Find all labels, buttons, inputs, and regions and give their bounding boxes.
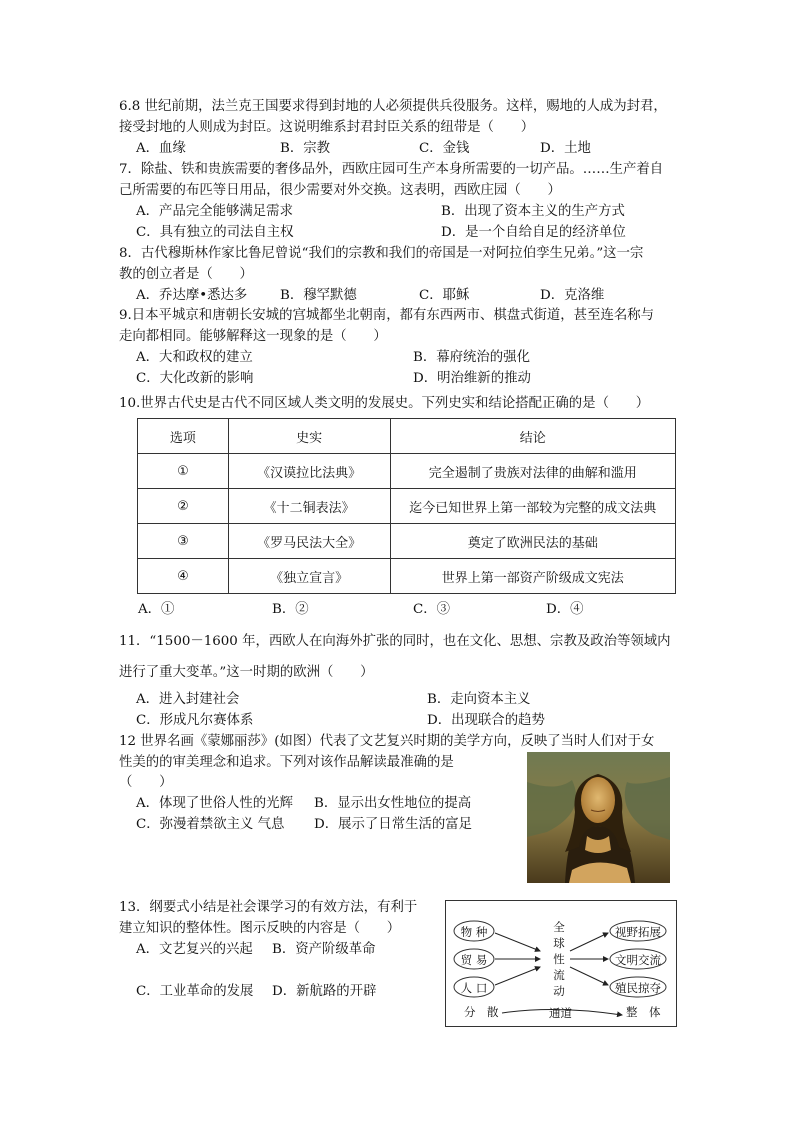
table-header-row bbox=[138, 419, 676, 454]
center-char: 全 bbox=[553, 920, 565, 934]
table-cell: 迄今已知世界上第一部较为完整的成文法典 bbox=[390, 489, 675, 524]
q8-stem-line1: 8．古代穆斯林作家比鲁尼曾说“我们的宗教和我们的帝国是一对阿拉伯孪生兄弟。”这一宗 bbox=[119, 246, 644, 261]
q7-stem-line2: 己所需要的布匹等日用品，很少需要对外交换。这表明，西欧庄园（ ） bbox=[119, 183, 561, 198]
table-cell: ② bbox=[138, 489, 229, 524]
q6-stem-line1: 6.8 世纪前期，法兰克王国要求得到封地的人必须提供兵役服务。这样，赐地的人成为封君， bbox=[119, 99, 667, 114]
q12-option-d: D．展示了日常生活的富足 bbox=[314, 817, 473, 832]
q8-option-d: D．克洛维 bbox=[540, 288, 605, 303]
table-cell: 完全遏制了贵族对法律的曲解和滥用 bbox=[390, 454, 675, 489]
q12-option-a: A．体现了世俗人性的光辉 bbox=[136, 796, 293, 811]
q9-stem-line2: 走向都相同。能够解释这一现象的是（ ） bbox=[119, 329, 387, 344]
q8-option-a: A．乔达摩•悉达多 bbox=[136, 288, 248, 303]
table-cell: ④ bbox=[138, 559, 229, 594]
q6-option-b: B．宗教 bbox=[280, 141, 331, 156]
q9-option-b: B．幕府统治的强化 bbox=[413, 350, 530, 365]
table-cell: 《独立宣言》 bbox=[228, 559, 390, 594]
q7-option-a: A．产品完全能够满足需求 bbox=[136, 204, 293, 219]
q11-option-b: B．走向资本主义 bbox=[427, 692, 531, 707]
label-scattered: 分 散 bbox=[464, 1005, 499, 1019]
q10-history-table bbox=[137, 418, 676, 594]
table-cell: 奠定了欧洲民法的基础 bbox=[390, 524, 675, 559]
node-civilization-exchange: 文明交流 bbox=[615, 953, 661, 967]
table-row bbox=[138, 559, 676, 594]
q11-stem-line1: 11．“1500－1600 年，西欧人在向海外扩张的同时，也在文化、思想、宗教及政治等领域内 bbox=[119, 634, 671, 649]
q6-stem-line2: 接受封地的人则成为封臣。这说明维系封君封臣关系的纽带是（ ） bbox=[119, 120, 535, 135]
node-horizon-expansion: 视野拓展 bbox=[615, 925, 661, 939]
arrow bbox=[495, 967, 540, 985]
q8-stem-line2: 教的创立者是（ ） bbox=[119, 267, 253, 282]
center-char: 球 bbox=[553, 936, 565, 950]
q6-option-c: C．金钱 bbox=[419, 141, 470, 156]
q13-stem-line2: 建立知识的整体性。图示反映的内容是（ ） bbox=[119, 921, 401, 936]
q12-stem-line1: 12 世界名画《蒙娜丽莎》(如图）代表了文艺复兴时期的美学方向，反映了当时人们对于女 bbox=[119, 734, 655, 749]
table-cell: 世界上第一部资产阶级成文宪法 bbox=[390, 559, 675, 594]
center-char: 性 bbox=[553, 952, 565, 966]
global-flow-diagram bbox=[445, 900, 677, 1027]
q12-stem-line3: （ ） bbox=[119, 775, 173, 790]
q7-option-d: D．是一个自给自足的经济单位 bbox=[441, 225, 626, 240]
q7-stem-line1: 7．除盐、铁和贵族需要的奢侈品外，西欧庄园可生产本身所需要的一切产品。……生产着自 bbox=[119, 162, 664, 177]
q12-stem-line2: 性美的的审美理念和追求。下列对该作品解读最准确的是 bbox=[119, 755, 454, 770]
q9-option-d: D．明治维新的推动 bbox=[413, 371, 531, 386]
q13-stem-line1: 13．纲要式小结是社会课学习的有效方法，有利于 bbox=[119, 900, 418, 915]
q10-stem-line1: 10.世界古代史是古代不同区域人类文明的发展史。下列史实和结论搭配正确的是（ ） bbox=[119, 396, 650, 411]
q12-option-b: B．显示出女性地位的提高 bbox=[314, 796, 472, 811]
arrow bbox=[570, 967, 608, 985]
q12-option-c: C．弥漫着禁欲主义 气息 bbox=[136, 817, 285, 832]
q13-option-a: A．文艺复兴的兴起 bbox=[136, 942, 253, 957]
q8-option-c: C．耶稣 bbox=[419, 288, 470, 303]
table-header-cell: 史实 bbox=[228, 419, 390, 454]
center-char: 流 bbox=[553, 968, 565, 982]
q13-option-b: B．资产阶级革命 bbox=[272, 942, 376, 957]
q10-option-b: B．② bbox=[272, 602, 309, 617]
center-char: 动 bbox=[553, 984, 565, 998]
q9-option-a: A．大和政权的建立 bbox=[136, 350, 253, 365]
node-trade: 贸 易 bbox=[460, 953, 488, 967]
table-header-cell: 结论 bbox=[390, 419, 675, 454]
q6-option-d: D．土地 bbox=[540, 141, 591, 156]
q8-option-b: B．穆罕默德 bbox=[280, 288, 357, 303]
node-population: 人 口 bbox=[460, 981, 488, 995]
q11-stem-line2: 进行了重大变革。”这一时期的欧洲（ ） bbox=[119, 665, 374, 680]
q11-option-c: C．形成凡尔赛体系 bbox=[136, 713, 254, 728]
node-global-flow bbox=[549, 919, 569, 999]
q11-option-a: A．进入封建社会 bbox=[136, 692, 240, 707]
q6-option-a: A．血缘 bbox=[136, 141, 186, 156]
table-cell: ① bbox=[138, 454, 229, 489]
q9-stem-line1: 9.日本平城京和唐朝长安城的宫城都坐北朝南，都有东西两市、棋盘式街道，甚至连名称与 bbox=[119, 308, 655, 323]
node-species: 物 种 bbox=[460, 925, 488, 939]
q10-option-a: A．① bbox=[138, 602, 175, 617]
table-cell: 《汉谟拉比法典》 bbox=[228, 454, 390, 489]
table-row bbox=[138, 489, 676, 524]
label-channel: 通道 bbox=[549, 1006, 572, 1020]
arrow bbox=[570, 933, 608, 951]
q13-option-c: C．工业革命的发展 bbox=[136, 984, 254, 999]
arrow bbox=[495, 933, 540, 951]
q7-option-b: B．出现了资本主义的生产方式 bbox=[441, 204, 625, 219]
table-row bbox=[138, 454, 676, 489]
label-whole: 整 体 bbox=[626, 1005, 661, 1019]
table-header-cell: 选项 bbox=[138, 419, 229, 454]
q11-option-d: D．出现联合的趋势 bbox=[427, 713, 545, 728]
mona-lisa-painting bbox=[527, 752, 670, 883]
table-cell: ③ bbox=[138, 524, 229, 559]
node-colonial-plunder: 殖民掠夺 bbox=[615, 981, 661, 995]
table-row bbox=[138, 524, 676, 559]
q10-option-c: C．③ bbox=[413, 602, 451, 617]
q7-option-c: C．具有独立的司法自主权 bbox=[136, 225, 294, 240]
q13-option-d: D．新航路的开辟 bbox=[272, 984, 377, 999]
table-cell: 《罗马民法大全》 bbox=[228, 524, 390, 559]
q10-option-d: D．④ bbox=[546, 602, 584, 617]
table-cell: 《十二铜表法》 bbox=[228, 489, 390, 524]
q9-option-c: C．大化改新的影响 bbox=[136, 371, 254, 386]
